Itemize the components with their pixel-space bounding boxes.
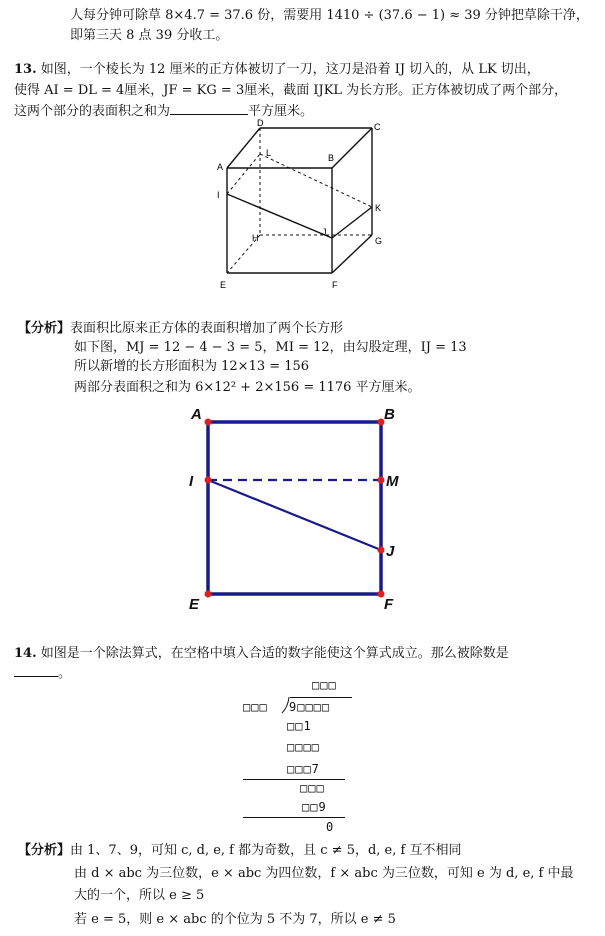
analysis14-line-3: 大的一个，所以 e ≥ 5 [74, 888, 205, 903]
q13-text-1: 如图，一个棱长为 12 厘米的正方体被切了一刀，这刀是沿着 IJ 切入的，从 LK 切出， [40, 62, 540, 77]
q13-text-3: 这两个部分的表面积之和为 [14, 104, 171, 119]
q14-text-2: 。 [58, 666, 72, 681]
division-row-1: □□1 [287, 719, 312, 733]
square-label-j: J [386, 543, 395, 560]
point-m [378, 477, 385, 484]
cube-label-f: F [332, 280, 338, 290]
q14-line-2 [14, 662, 71, 681]
division-row-5: □□9 [302, 800, 327, 814]
q14-number: 14. [14, 646, 37, 661]
square-label-f: F [384, 596, 394, 613]
cube-label-j: J [322, 227, 327, 237]
division-row-4: □□□ [300, 781, 325, 795]
square-frame [208, 422, 381, 594]
division-quotient: □□□ [312, 678, 337, 692]
analysis14-line-1 [18, 839, 461, 858]
analysis13-line-1 [18, 317, 343, 336]
cube-label-h: H [252, 233, 259, 243]
cube-figure [200, 118, 400, 293]
division-dividend: 9□□□□ [289, 700, 331, 714]
q14-answer-blank [14, 676, 58, 677]
point-e [205, 591, 212, 598]
analysis13-text-1: 表面积比原来正方体的表面积增加了两个长方形 [70, 321, 344, 336]
cube-label-a: A [217, 162, 224, 172]
cube-label-d: D [257, 118, 264, 128]
division-rule-2 [243, 817, 345, 818]
q14-text-1: 如图是一个除法算式，在空格中填入合适的数字能使这个算式成立。那么被除数是 [40, 646, 509, 661]
cube-label-c: C [374, 122, 381, 132]
square-label-b: B [384, 406, 395, 423]
square-label-e: E [189, 596, 200, 613]
cube-label-l: L [266, 148, 272, 158]
analysis14-text-1: 由 1、7、9，可知 c, d, e, f 都为奇数，且 c ≠ 5，d, e, f 互不相同 [70, 843, 462, 858]
cube-label-e: E [220, 280, 227, 290]
division-divisor: □□□ [243, 700, 268, 714]
division-row-3: □□□7 [287, 762, 320, 776]
square-figure [185, 402, 415, 617]
q14-line-1 [14, 642, 509, 661]
division-rule-1 [243, 779, 345, 780]
analysis14-tag: 【分析】 [18, 843, 71, 858]
division-row-6: 0 [326, 820, 335, 834]
analysis14-line-2: 由 d × abc 为三位数，e × abc 为四位数，f × abc 为三位数，可知 e 为 d, e, f 中最 [74, 866, 574, 881]
line-ij [208, 480, 381, 550]
square-label-a: A [191, 406, 202, 423]
analysis13-tag: 【分析】 [18, 321, 71, 336]
cube-label-i: I [217, 190, 220, 200]
q13-line-1 [14, 58, 540, 77]
q13-line-2: 使得 AI = DL = 4厘米，JF = KG = 3厘米，截面 IJKL 为长方形。正方体被切成了两个部分， [14, 83, 568, 98]
q13-line-3 [14, 100, 313, 119]
analysis14-line-4: 若 e = 5，则 e × abc 的个位为 5 不为 7，所以 e ≠ 5 [74, 912, 396, 927]
division-row-2: □□□□ [287, 740, 320, 754]
point-i [205, 477, 212, 484]
division-bar [290, 697, 352, 698]
q13-number: 13. [14, 62, 37, 77]
q13-answer-blank [170, 114, 248, 115]
analysis13-line-3: 所以新增的长方形面积为 12×13 = 156 [74, 359, 310, 374]
square-label-i: I [189, 473, 194, 490]
analysis13-line-4: 两部分表面积之和为 6×12² + 2×156 = 1176 平方厘米。 [74, 380, 421, 395]
top-line-1: 人每分钟可除草 8×4.7 = 37.6 份，需要用 1410 ÷ (37.6 − 1) ≈ 39 分钟把草除干净， [70, 8, 589, 23]
analysis13-line-2: 如下图，MJ = 12 − 4 − 3 = 5，MI = 12，由勾股定理，IJ = 13 [74, 340, 467, 355]
cube-label-b: B [328, 153, 335, 163]
top-line-2: 即第三天 8 点 39 分收工。 [70, 28, 229, 43]
square-label-m: M [386, 473, 399, 490]
point-j [378, 547, 385, 554]
q13-text-3b: 平方厘米。 [248, 104, 314, 119]
point-a [205, 419, 212, 426]
cube-label-k: K [375, 203, 382, 213]
cube-label-g: G [375, 236, 383, 246]
